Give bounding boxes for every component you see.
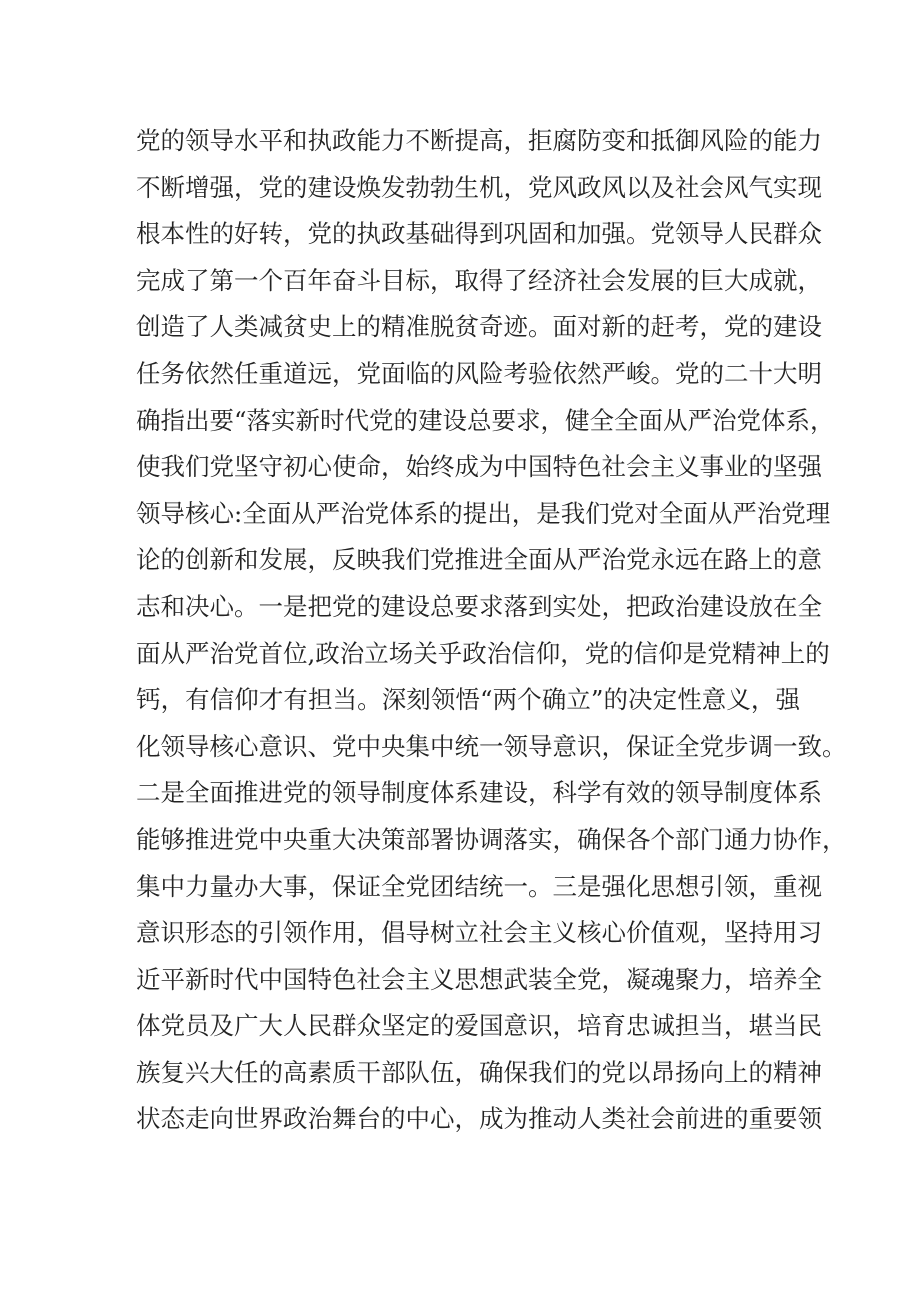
text-line: 确指出要“落实新时代党的建设总要求，健全全面从严治党体系， xyxy=(136,405,835,435)
text-line: 志和决心。一是把党的建设总要求落到实处，把政治建设放在全 xyxy=(136,591,822,621)
text-line: 使我们党坚守初心使命，始终成为中国特色社会主义事业的坚强 xyxy=(136,452,822,482)
text-line: 体党员及广大人民群众坚定的爱国意识，培育忠诚担当，堪当民 xyxy=(136,1011,822,1041)
text-line: 集中力量办大事，保证全党团结统一。三是强化思想引领，重视 xyxy=(136,871,822,901)
text-line: 意识形态的引领作用，倡导树立社会主义核心价值观，坚持用习 xyxy=(136,918,822,948)
text-line: 根本性的好转，党的执政基础得到巩固和加强。党领导人民群众 xyxy=(136,219,822,249)
text-line: 党的领导水平和执政能力不断提高，拒腐防变和抵御风险的能力 xyxy=(136,126,822,155)
text-line: 创造了人类减贫史上的精准脱贫奇迹。面对新的赶考，党的建设 xyxy=(136,312,822,342)
text-line: 论的创新和发展，反映我们党推进全面从严治党永远在路上的意 xyxy=(136,545,822,575)
text-line: 化领导核心意识、党中央集中统一领导意识，保证全党步调一致。 xyxy=(136,731,847,761)
text-line: 能够推进党中央重大决策部署协调落实，确保各个部门通力协作， xyxy=(136,824,847,854)
text-line: 任务依然任重道远，党面临的风险考验依然严峻。党的二十大明 xyxy=(136,358,822,388)
text-line: 领导核心:全面从严治党体系的提出，是我们党对全面从严治党理 xyxy=(136,498,831,528)
text-line: 不断增强，党的建设焕发勃勃生机，党风政风以及社会风气实现 xyxy=(136,172,822,202)
text-line: 二是全面推进党的领导制度体系建设，科学有效的领导制度体系 xyxy=(136,778,822,808)
text-line: 钙，有信仰才有担当。深刻领悟“两个确立”的决定性意义，强 xyxy=(136,685,800,715)
text-line: 族复兴大任的高素质干部队伍，确保我们的党以昂扬向上的精神 xyxy=(136,1057,822,1087)
text-line: 完成了第一个百年奋斗目标，取得了经济社会发展的巨大成就， xyxy=(136,265,822,295)
body-paragraph xyxy=(136,118,847,1143)
text-line: 近平新时代中国特色社会主义思想武装全党，凝魂聚力，培养全 xyxy=(136,964,822,994)
text-line: 状态走向世界政治舞台的中心，成为推动人类社会前进的重要领 xyxy=(136,1104,822,1134)
text-line: 面从严治党首位,政治立场关乎政治信仰，党的信仰是党精神上的 xyxy=(136,638,830,668)
